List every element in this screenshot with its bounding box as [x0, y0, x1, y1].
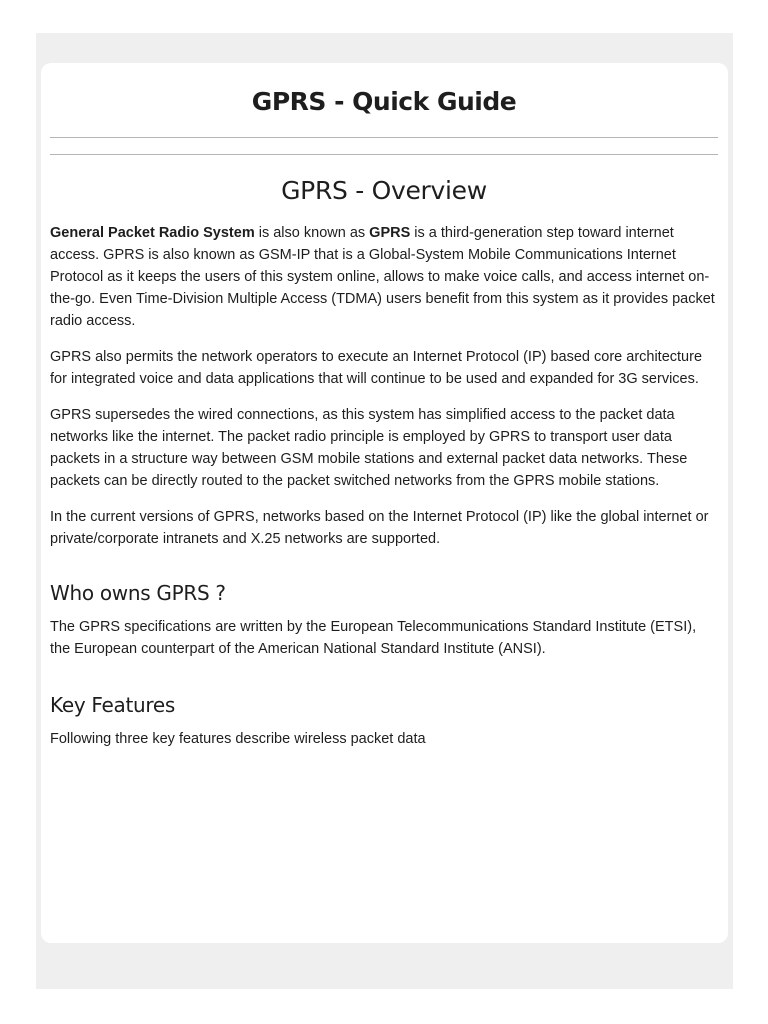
- intro-text: is also known as: [254, 225, 370, 241]
- intro-paragraph: [50, 222, 718, 332]
- article: [50, 63, 718, 764]
- page-frame: [36, 33, 733, 989]
- key-features-heading: Key Features: [50, 693, 176, 717]
- page-title: GPRS - Quick Guide: [251, 87, 517, 116]
- section-title: GPRS - Overview: [281, 176, 487, 205]
- intro-abbr: GPRS: [369, 225, 411, 241]
- paragraph: In the current versions of GPRS, networks based on the Internet Protocol (IP) like the global internet or private/corporate intranets and X.25 networks are supported.: [50, 509, 709, 547]
- paragraph: GPRS supersedes the wired connections, as this system has simplified access to the packet data networks like the internet. The packet radio principle is employed by GPRS to transport user data packets in a structure way between GSM mobile stations and external packet data networks. These packets can be directly routed to the packet switched networks from the GPRS mobile stations.: [50, 407, 688, 489]
- who-owns-heading: Who owns GPRS ?: [50, 581, 226, 605]
- paragraph: GPRS also permits the network operators to execute an Internet Protocol (IP) based core architecture for integrated voice and data applications that will continue to be used and expanded for 3G services.: [50, 349, 703, 387]
- divider: [50, 137, 718, 138]
- key-features-paragraph: Following three key features describe wireless packet data: [50, 731, 426, 747]
- who-owns-paragraph: The GPRS specifications are written by the European Telecommunications Standard Institute (ETSI), the European counterpart of the American National Standard Institute (ANSI).: [50, 619, 697, 657]
- intro-term: General Packet Radio System: [50, 225, 255, 241]
- intro-text: is a third-generation step toward internet access. GPRS is also known as GSM-IP that is a Global-System Mobile Communications Internet Protocol as it keeps the users of this system online, allows to make voice calls, and access internet on-the-go. Even Time-Division Multiple Access (TDMA) users benefit from this system as it provides packet radio access.: [50, 225, 715, 329]
- content-card: [41, 63, 728, 943]
